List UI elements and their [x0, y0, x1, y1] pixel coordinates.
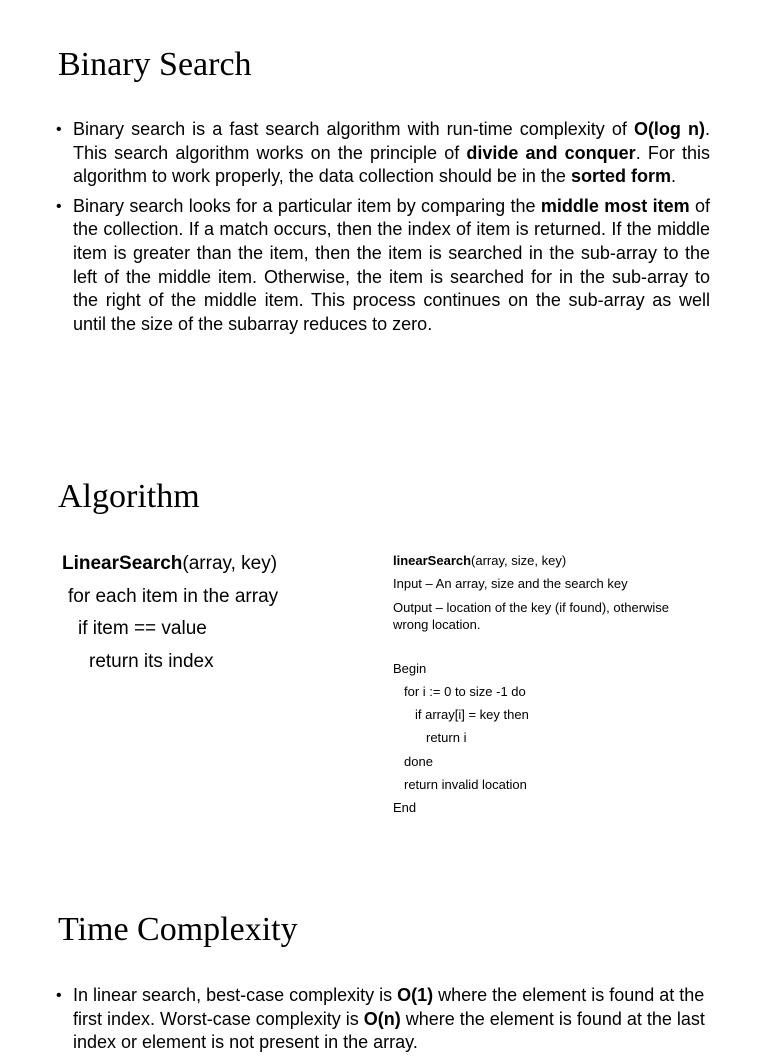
function-args: (array, key) [182, 553, 278, 574]
code-line: done [404, 753, 433, 769]
pseudocode-signature [393, 549, 693, 572]
code-line: if array[i] = key then [415, 707, 529, 723]
bullet-text [73, 985, 705, 1052]
code-line: End [393, 800, 417, 816]
bullet-text [73, 119, 710, 186]
bold-term: divide and conquer [466, 142, 636, 163]
text-run: . This search algorithm works on the principle of [73, 119, 710, 163]
bold-term: O(1) [397, 985, 434, 1005]
function-name: LinearSearch [62, 553, 183, 574]
code-line: return i [426, 730, 467, 746]
time-complexity-heading: Time Complexity [58, 911, 298, 948]
time-complexity-bullets [56, 984, 710, 1061]
bullet-item [56, 195, 710, 337]
text-run: where the element is found at the first index. Worst-case complexity is [73, 985, 705, 1029]
code-line: return invalid location [404, 777, 527, 793]
bullet-dot-icon: • [56, 197, 62, 215]
text-run: of the collection. If a match occurs, then the index of item is returned. If the middle item is greater than the item, then the item is searched in the sub-array to the left of the middle item. Otherwise, the item is searched for in the sub-array to the right of the middle item. This process continues on the sub-array as well until the size of the subarray reduces to zero. [73, 195, 711, 334]
text-run: where the element is found at the last index or element is not present in the array. [73, 1008, 705, 1053]
text-run: Binary search is a fast search algorithm with run-time complexity of [73, 119, 634, 139]
text-run: Binary search looks for a particular item by comparing the [73, 195, 541, 216]
pseudocode-right [393, 549, 693, 820]
bold-term: sorted form [570, 166, 671, 187]
bullet-item [56, 118, 710, 189]
bullet-item [56, 984, 710, 1055]
bold-term: middle most item [540, 195, 690, 216]
pseudocode-line: if item == value [78, 618, 207, 639]
binary-search-bullets [56, 118, 710, 342]
pseudocode-left [62, 548, 278, 678]
function-args: (array, size, key) [471, 553, 567, 568]
pseudocode-line: for each item in the array [68, 585, 279, 607]
input-description: Input – An array, size and the search key [393, 576, 628, 592]
text-run: In linear search, best-case complexity is [73, 985, 398, 1005]
text-run: . For this algorithm to work properly, the data collection should be in the [73, 142, 710, 187]
algorithm-heading: Algorithm [58, 478, 200, 515]
output-description: Output – location of the key (if found), otherwise wrong location. [393, 599, 670, 632]
bold-term: O(log n) [633, 119, 705, 139]
spacer [393, 636, 693, 657]
bold-term: O(n) [363, 1008, 401, 1029]
pseudocode-line: return its index [89, 650, 214, 672]
bullet-dot-icon: • [56, 987, 62, 1004]
pseudocode-signature [62, 548, 278, 581]
text-run: . [670, 166, 676, 187]
code-line: for i := 0 to size -1 do [404, 683, 526, 699]
bullet-text [73, 196, 710, 334]
code-line: Begin [393, 660, 427, 676]
binary-search-heading: Binary Search [58, 46, 252, 83]
function-name: linearSearch [393, 553, 472, 568]
bullet-dot-icon: • [56, 121, 62, 138]
